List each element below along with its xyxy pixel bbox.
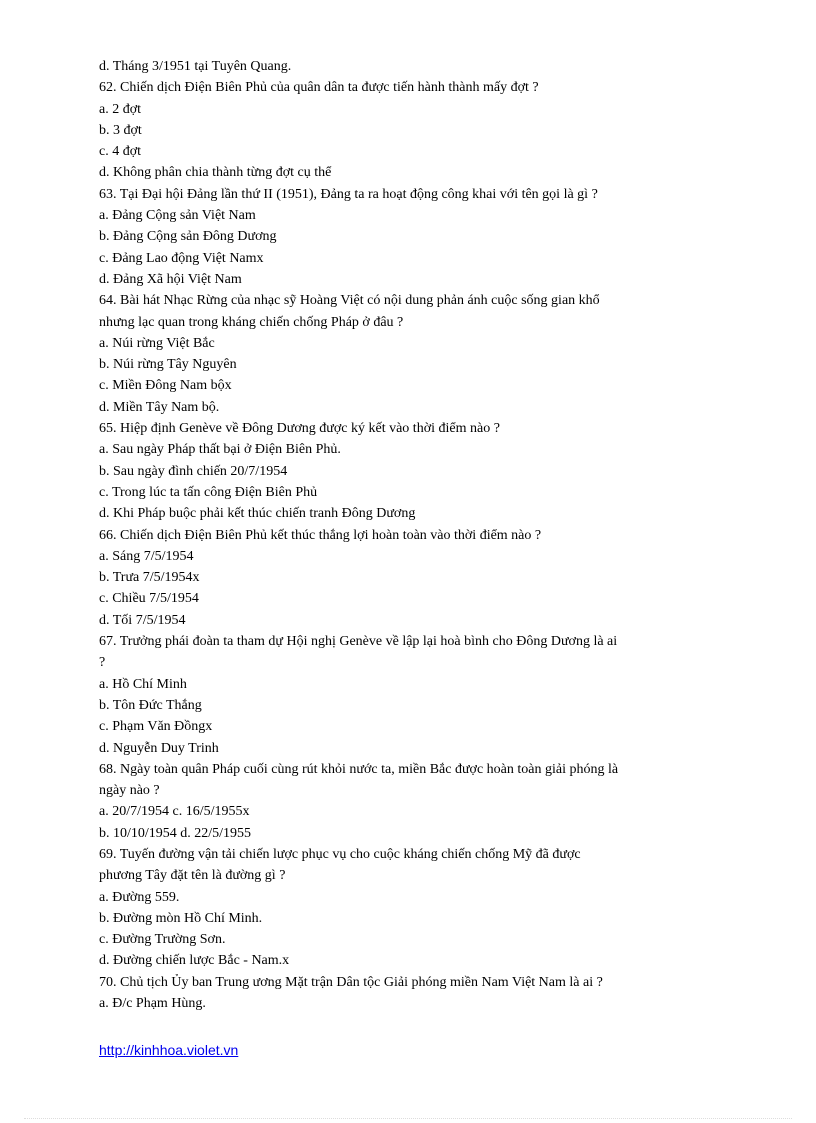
page-bottom-divider: [24, 1118, 792, 1119]
text-line: b. Sau ngày đình chiến 20/7/1954: [99, 463, 288, 479]
text-line: phương Tây đặt tên là đường gì ?: [99, 868, 286, 884]
question-text-block: [99, 56, 719, 1014]
text-line: 62. Chiến dịch Điện Biên Phủ của quân dân ta được tiến hành thành mấy đợt ?: [99, 80, 539, 96]
text-line: ngày nào ?: [99, 783, 160, 799]
text-line: b. Trưa 7/5/1954x: [99, 570, 200, 586]
text-line: 66. Chiến dịch Điện Biên Phủ kết thúc thắng lợi hoàn toàn vào thời điểm nào ?: [99, 527, 542, 543]
text-line: 64. Bài hát Nhạc Rừng của nhạc sỹ Hoàng Việt có nội dung phản ánh cuộc sống gian khổ: [99, 293, 600, 309]
text-line: d. Đường chiến lược Bắc - Nam.x: [99, 953, 290, 969]
text-line: a. Đảng Cộng sản Việt Nam: [99, 208, 256, 224]
text-line: a. Đ/c Phạm Hùng.: [99, 996, 206, 1012]
text-line: 63. Tại Đại hội Đảng lần thứ II (1951), Đảng ta ra hoạt động công khai với tên gọi là gì ?: [99, 186, 598, 202]
text-line: ?: [99, 655, 106, 671]
text-line: c. Đảng Lao động Việt Namx: [99, 250, 264, 266]
text-line: c. Trong lúc ta tấn công Điện Biên Phủ: [99, 484, 318, 500]
text-line: b. Núi rừng Tây Nguyên: [99, 357, 237, 373]
text-line: d. Không phân chia thành từng đợt cụ thể: [99, 165, 332, 181]
text-line: d. Tháng 3/1951 tại Tuyên Quang.: [99, 59, 292, 74]
footer-link[interactable]: http://kinhhoa.violet.vn: [99, 1042, 239, 1058]
text-line: d. Tối 7/5/1954: [99, 612, 186, 628]
text-line: a. Sáng 7/5/1954: [99, 548, 194, 564]
text-line: d. Đảng Xã hội Việt Nam: [99, 271, 242, 287]
text-line: 65. Hiệp định Genève về Đông Dương được ký kết vào thời điểm nào ?: [99, 421, 500, 437]
text-line: 69. Tuyến đường vận tải chiến lược phục vụ cho cuộc kháng chiến chống Mỹ đã được: [99, 846, 581, 862]
text-line: b. 3 đợt: [99, 122, 142, 138]
text-line: c. Miền Đông Nam bộx: [99, 378, 232, 394]
text-line: 70. Chủ tịch Ủy ban Trung ương Mặt trận Dân tộc Giải phóng miền Nam Việt Nam là ai ?: [99, 974, 603, 990]
text-line: a. 2 đợt: [99, 101, 142, 117]
text-line: c. Đường Trường Sơn.: [99, 932, 226, 948]
text-line: a. Sau ngày Pháp thất bại ở Điện Biên Phủ.: [99, 442, 341, 458]
text-line: d. Nguyễn Duy Trinh: [99, 740, 219, 756]
text-line: a. 20/7/1954 c. 16/5/1955x: [99, 804, 250, 820]
text-line: d. Khi Pháp buộc phải kết thúc chiến tranh Đông Dương: [99, 506, 416, 522]
text-line: a. Núi rừng Việt Bắc: [99, 335, 215, 351]
text-line: c. Phạm Văn Đồngx: [99, 719, 213, 735]
text-line: b. 10/10/1954 d. 22/5/1955: [99, 825, 252, 841]
text-line: c. Chiều 7/5/1954: [99, 591, 199, 607]
text-line: d. Miền Tây Nam bộ.: [99, 399, 220, 415]
text-line: b. Đảng Cộng sản Đông Dương: [99, 229, 277, 245]
text-line: c. 4 đợt: [99, 144, 142, 160]
text-line: nhưng lạc quan trong kháng chiến chống Pháp ở đâu ?: [99, 314, 404, 330]
text-line: 68. Ngày toàn quân Pháp cuối cùng rút khỏi nước ta, miền Bắc được hoàn toàn giải phóng là: [99, 761, 619, 777]
text-line: b. Tôn Đức Thắng: [99, 697, 202, 713]
text-line: b. Đường mòn Hồ Chí Minh.: [99, 910, 263, 926]
text-line: 67. Trưởng phái đoàn ta tham dự Hội nghị Genève về lập lại hoà bình cho Đông Dương là ai: [99, 634, 618, 650]
text-line: a. Đường 559.: [99, 889, 180, 905]
text-line: a. Hồ Chí Minh: [99, 676, 187, 692]
